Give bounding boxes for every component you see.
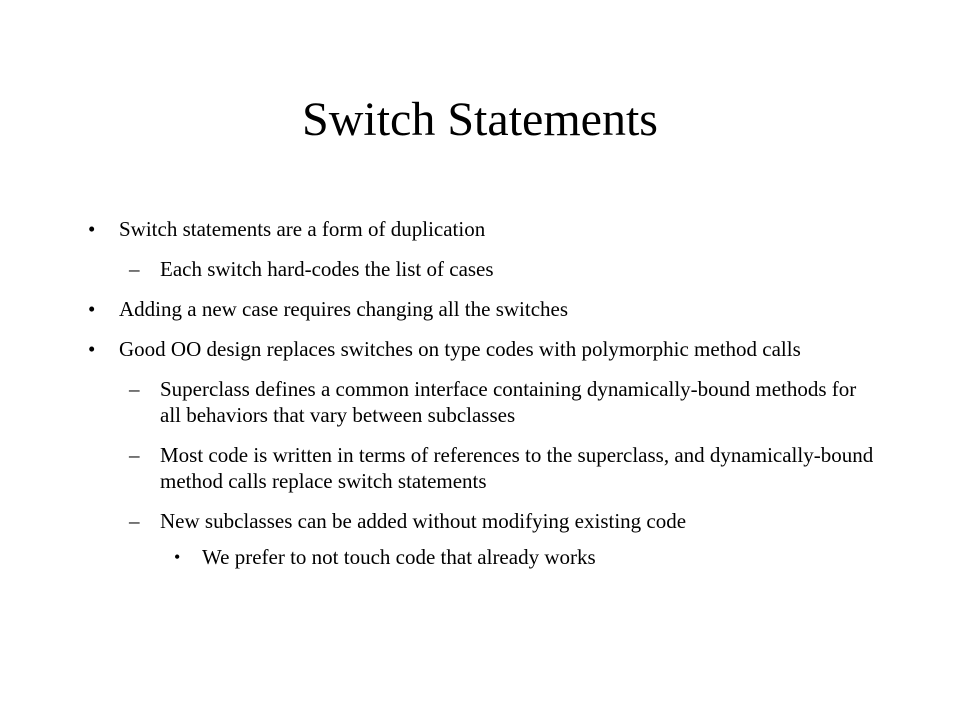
sub-bullet-item — [88, 256, 878, 282]
bullet-text: Most code is written in terms of references to the superclass, and dynamically-bound method calls replace switch statements — [160, 443, 874, 493]
bullet-marker-level2: – — [129, 509, 140, 533]
slide-title: Switch Statements — [302, 93, 658, 146]
bullet-marker-level1: • — [88, 337, 96, 361]
bullet-marker-level1: • — [88, 297, 96, 321]
sub-bullet-item — [88, 508, 878, 534]
bullet-text: Adding a new case requires changing all the switches — [119, 297, 569, 321]
bullet-marker-level3: • — [174, 547, 181, 567]
bullet-text: Superclass defines a common interface containing dynamically-bound methods for all behaviors that vary between subclasses — [160, 377, 857, 427]
bullet-text: Each switch hard-codes the list of cases — [160, 257, 494, 281]
bullet-item — [88, 336, 878, 362]
bullet-text: Switch statements are a form of duplication — [119, 217, 486, 241]
bullet-item — [88, 296, 878, 322]
bullet-marker-level2: – — [129, 257, 140, 281]
sub-bullet-item — [88, 442, 878, 494]
bullet-list — [88, 216, 878, 584]
bullet-marker-level1: • — [88, 217, 96, 241]
sub-bullet-item — [88, 376, 878, 428]
bullet-text: We prefer to not touch code that already works — [202, 545, 596, 569]
bullet-marker-level2: – — [129, 377, 140, 401]
sub-sub-bullet-item — [88, 544, 878, 570]
bullet-text: Good OO design replaces switches on type codes with polymorphic method calls — [119, 337, 801, 361]
bullet-text: New subclasses can be added without modifying existing code — [160, 509, 687, 533]
bullet-marker-level2: – — [129, 443, 140, 467]
bullet-item — [88, 216, 878, 242]
